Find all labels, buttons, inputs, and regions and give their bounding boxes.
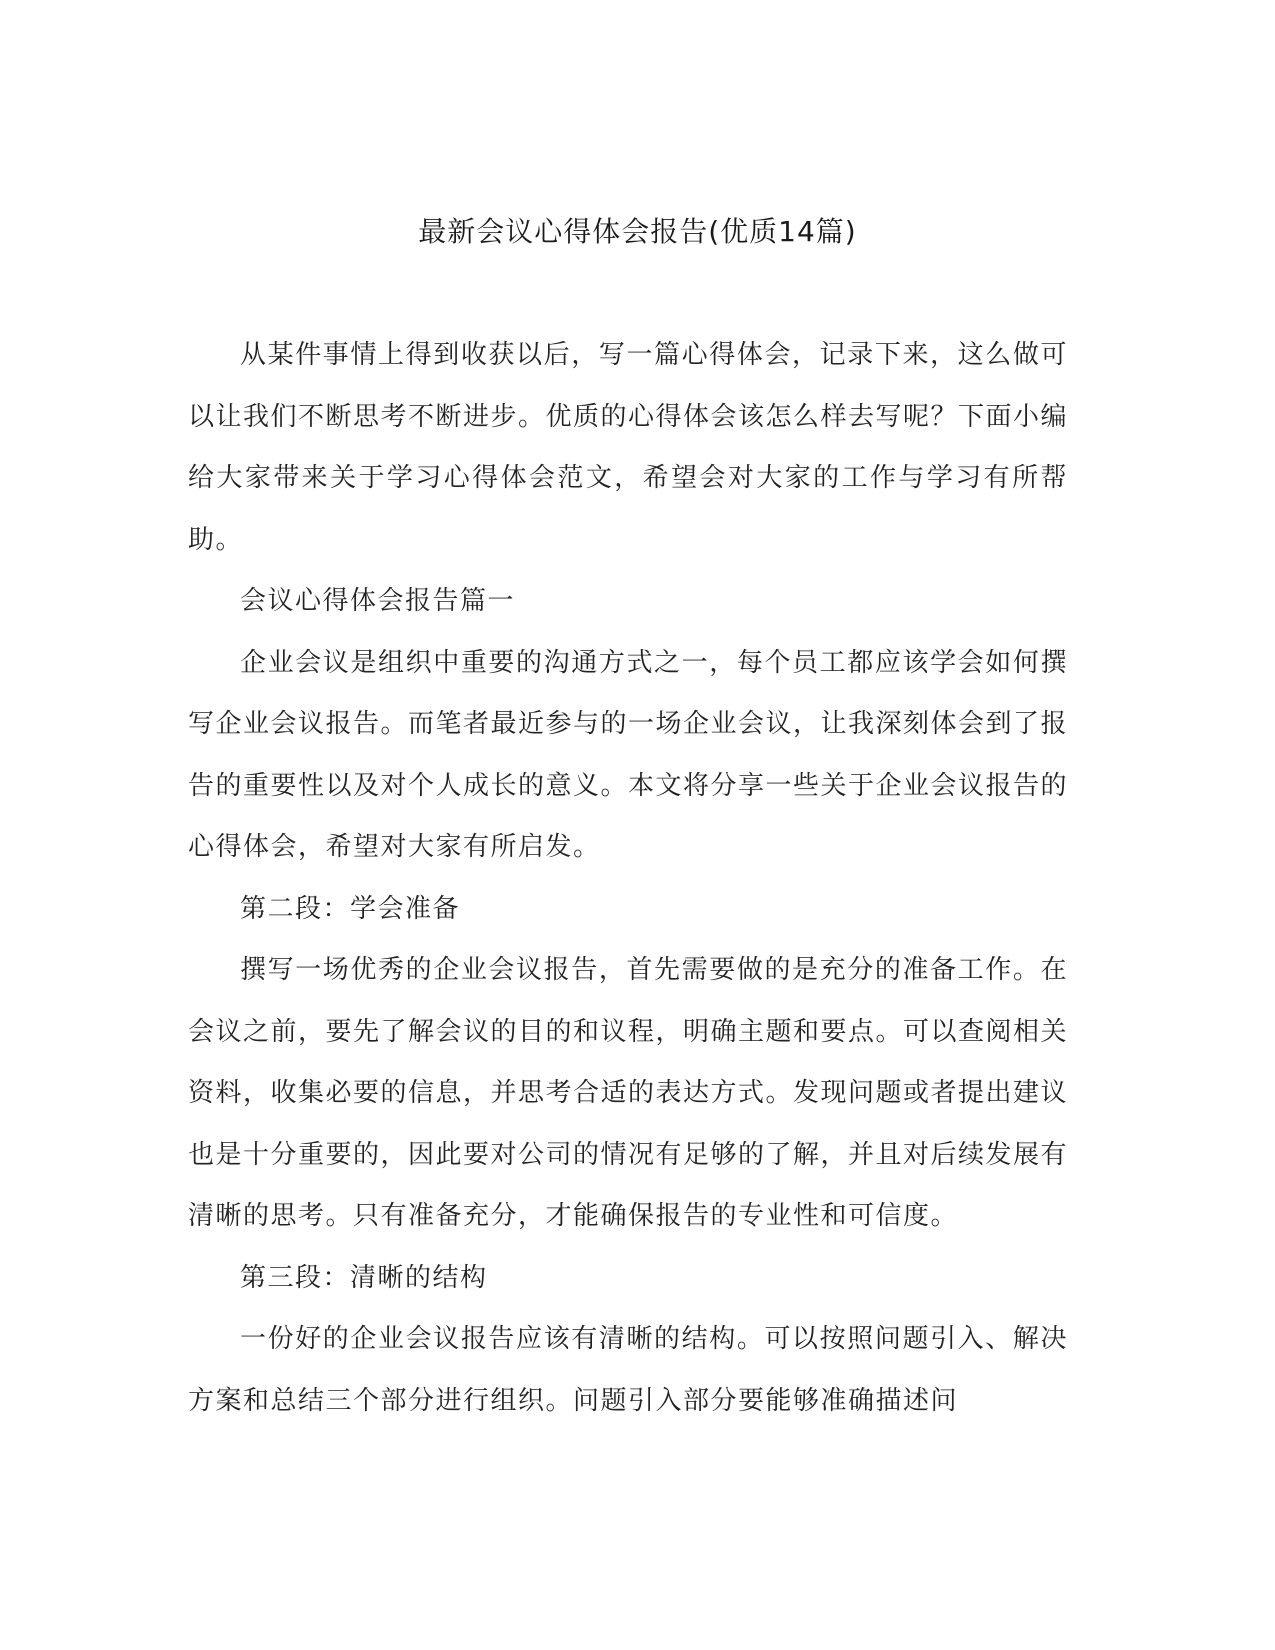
first-section-paragraph: 企业会议是组织中重要的沟通方式之一，每个员工都应该学会如何撰写企业会议报告。而笔者最近参与的一场企业会议，让我深刻体会到了报告的重要性以及对个人成长的意义。本文将分享一些关于企业会议报告的心得体会，希望对大家有所启发。	[188, 647, 1069, 862]
section-heading-structure: 第三段：清晰的结构	[240, 1262, 488, 1293]
document-title: 最新会议心得体会报告(优质14篇)	[418, 215, 857, 248]
preparation-paragraph: 撰写一场优秀的企业会议报告，首先需要做的是充分的准备工作。在会议之前，要先了解会议的目的和议程，明确主题和要点。可以查阅相关资料，收集必要的信息，并思考合适的表达方式。发现问题或者提出建议也是十分重要的，因此要对公司的情况有足够的了解，并且对后续发展有清晰的思考。只有准备充分，才能确保报告的专业性和可信度。	[188, 955, 1069, 1231]
intro-paragraph: 从某件事情上得到收获以后，写一篇心得体会，记录下来，这么做可以让我们不断思考不断进步。优质的心得体会该怎么样去写呢？下面小编给大家带来关于学习心得体会范文，希望会对大家的工作与学习有所帮助。	[188, 340, 1069, 555]
structure-paragraph: 一份好的企业会议报告应该有清晰的结构。可以按照问题引入、解决方案和总结三个部分进行组织。问题引入部分要能够准确描述问	[188, 1324, 1068, 1416]
document-body	[188, 325, 1068, 1432]
section-heading-part-one: 会议心得体会报告篇一	[240, 586, 516, 616]
section-heading-preparation: 第二段：学会准备	[240, 893, 461, 924]
